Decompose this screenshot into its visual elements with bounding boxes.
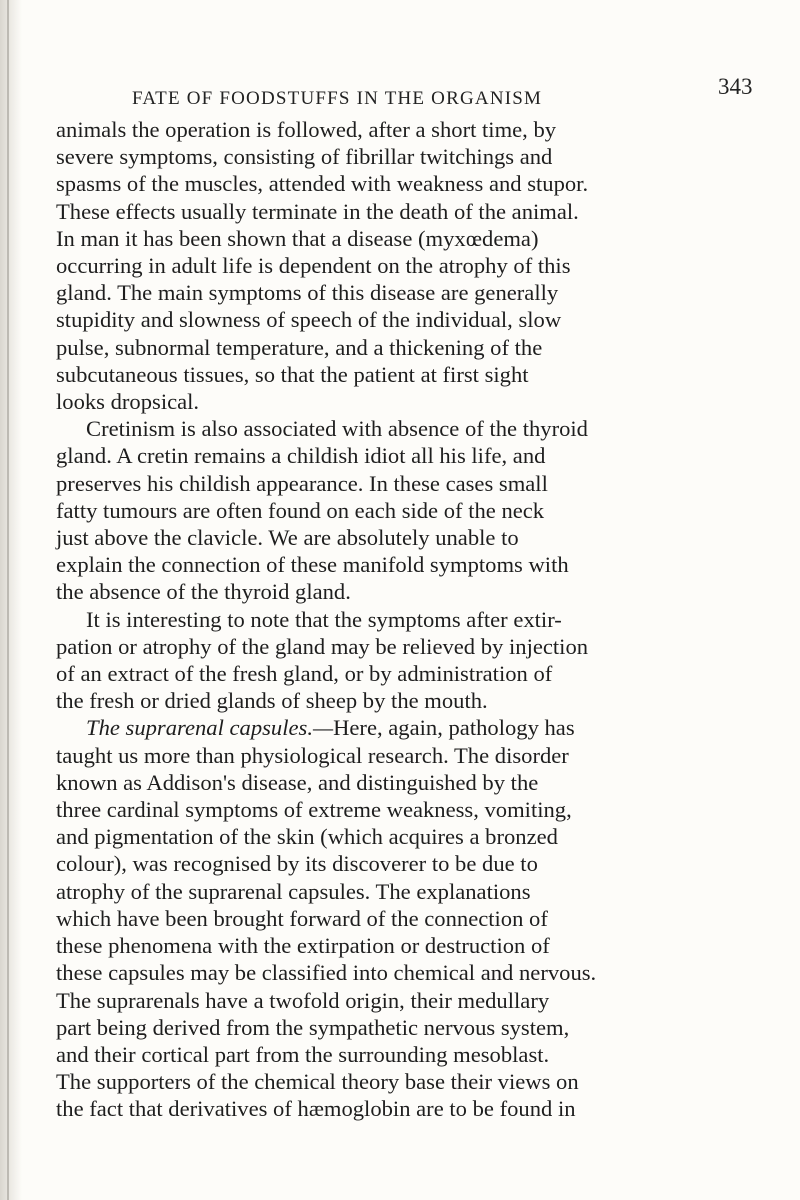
paragraph-start-line: Cretinism is also associated with absence of the thyroid	[86, 416, 588, 442]
binding-edge	[7, 0, 9, 1200]
running-head: FATE OF FOODSTUFFS IN THE ORGANISM	[132, 88, 543, 109]
text-line: three cardinal symptoms of extreme weakness, vomiting,	[56, 797, 572, 823]
section-start-line	[56, 714, 796, 741]
text-line: these capsules may be classified into chemical and nervous.	[56, 960, 597, 986]
text-line: explain the connection of these manifold symptoms with	[56, 552, 569, 578]
text-line: spasms of the muscles, attended with weakness and stupor.	[56, 171, 589, 197]
text-line: fatty tumours are often found on each side of the neck	[56, 497, 545, 523]
text-line: the absence of the thyroid gland.	[56, 579, 351, 605]
text-line: gland. A cretin remains a childish idiot all his life, and	[56, 443, 546, 469]
text-line: of an extract of the fresh gland, or by administration of	[56, 661, 553, 687]
text-line: which have been brought forward of the connection of	[56, 905, 548, 931]
text-line: preserves his childish appearance. In these cases small	[56, 470, 548, 496]
text-line: occurring in adult life is dependent on the atrophy of this	[56, 253, 571, 279]
text-line: In man it has been shown that a disease (myxœdema)	[56, 225, 539, 251]
text-line-tail: Here, again, pathology has	[333, 715, 575, 741]
text-line: just above the clavicle. We are absolutely unable to	[56, 525, 519, 551]
text-line: taught us more than physiological research. The disorder	[56, 742, 569, 768]
text-line: looks dropsical.	[56, 389, 200, 415]
text-line: these phenomena with the extirpation or destruction of	[56, 933, 550, 959]
text-line: gland. The main symptoms of this disease are generally	[56, 280, 559, 306]
section-heading: The suprarenal capsules.—	[86, 715, 334, 741]
text-line: stupidity and slowness of speech of the individual, slow	[56, 307, 562, 333]
paragraph-start-line: It is interesting to note that the symptoms after extir-	[86, 606, 562, 632]
text-line: and pigmentation of the skin (which acquires a bronzed	[56, 824, 558, 850]
text-line: known as Addison's disease, and distinguished by the	[56, 769, 539, 795]
text-line: and their cortical part from the surrounding mesoblast.	[56, 1041, 550, 1067]
page-number: 343	[718, 74, 753, 99]
text-line: animals the operation is followed, after a short time, by	[56, 117, 557, 142]
text-line: The suprarenals have a twofold origin, their medullary	[56, 987, 550, 1013]
text-line: part being derived from the sympathetic nervous system,	[56, 1014, 570, 1040]
text-line: subcutaneous tissues, so that the patient at first sight	[56, 361, 529, 387]
body-text	[56, 116, 796, 1123]
text-line: colour), was recognised by its discoverer to be due to	[56, 851, 538, 877]
text-line: pation or atrophy of the gland may be relieved by injection	[56, 633, 589, 659]
text-line: the fresh or dried glands of sheep by the mouth.	[56, 688, 488, 714]
text-line: pulse, subnormal temperature, and a thickening of the	[56, 334, 543, 360]
binding-shadow	[0, 0, 22, 1200]
text-line: atrophy of the suprarenal capsules. The explanations	[56, 878, 531, 904]
text-line: the fact that derivatives of hæmoglobin are to be found in	[56, 1096, 576, 1122]
text-line: These effects usually terminate in the death of the animal.	[56, 198, 579, 224]
text-line: severe symptoms, consisting of fibrillar twitchings and	[56, 144, 553, 170]
text-line: The supporters of the chemical theory base their views on	[56, 1069, 579, 1095]
